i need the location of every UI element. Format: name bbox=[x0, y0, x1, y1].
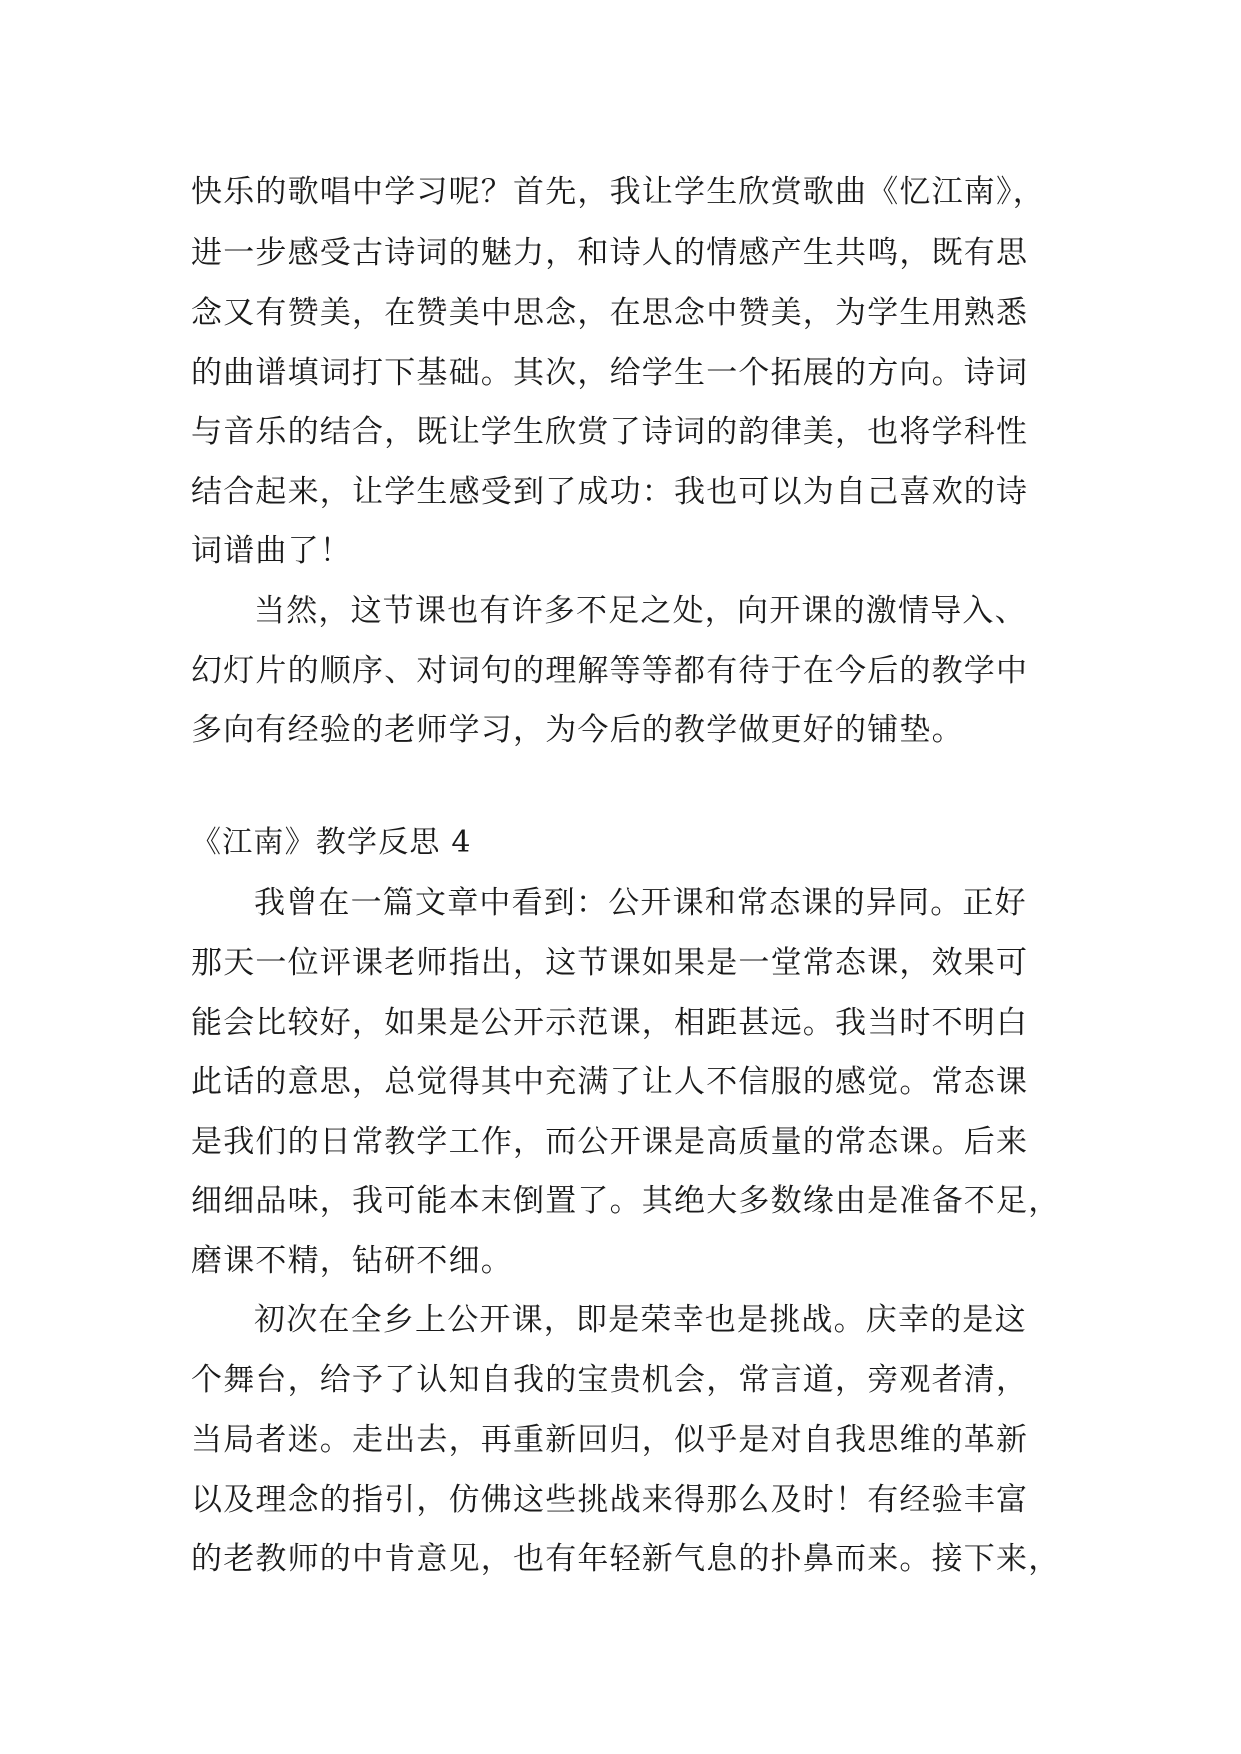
text-line: 细细品味，我可能本末倒置了。其绝大多数缘由是准备不足， bbox=[191, 1183, 1061, 1219]
section-title: 《江南》教学反思 4 bbox=[191, 825, 472, 860]
text-line: 那天一位评课老师指出，这节课如果是一堂常态课，效果可 bbox=[191, 945, 1029, 981]
text-line: 能会比较好，如果是公开示范课，相距甚远。我当时不明白 bbox=[191, 1005, 1029, 1041]
text-line: 磨课不精，钻研不细。 bbox=[191, 1243, 513, 1279]
text-line: 结合起来，让学生感受到了成功：我也可以为自己喜欢的诗 bbox=[191, 474, 1029, 510]
text-line: 我曾在一篇文章中看到：公开课和常态课的异同。正好 bbox=[254, 885, 1027, 921]
text-line: 与音乐的结合，既让学生欣赏了诗词的韵律美，也将学科性 bbox=[191, 414, 1029, 450]
text-line: 是我们的日常教学工作，而公开课是高质量的常态课。后来 bbox=[191, 1124, 1029, 1160]
text-line: 念又有赞美，在赞美中思念，在思念中赞美，为学生用熟悉 bbox=[191, 295, 1029, 331]
text-line: 个舞台，给予了认知自我的宝贵机会，常言道，旁观者清， bbox=[191, 1362, 1029, 1398]
text-line: 快乐的歌唱中学习呢？首先，我让学生欣赏歌曲《忆江南》， bbox=[191, 174, 1045, 210]
text-line: 的曲谱填词打下基础。其次，给学生一个拓展的方向。诗词 bbox=[191, 355, 1029, 391]
text-line: 初次在全乡上公开课，即是荣幸也是挑战。庆幸的是这 bbox=[254, 1302, 1027, 1338]
text-line: 的老教师的中肯意见，也有年轻新气息的扑鼻而来。接下来， bbox=[191, 1541, 1061, 1577]
text-line: 当局者迷。走出去，再重新回归，似乎是对自我思维的革新 bbox=[191, 1422, 1029, 1458]
text-line: 词谱曲了！ bbox=[191, 533, 352, 569]
text-line: 幻灯片的顺序、对词句的理解等等都有待于在今后的教学中 bbox=[191, 653, 1029, 689]
text-line: 多向有经验的老师学习，为今后的教学做更好的铺垫。 bbox=[191, 712, 964, 748]
text-line: 此话的意思，总觉得其中充满了让人不信服的感觉。常态课 bbox=[191, 1064, 1029, 1100]
text-line: 当然，这节课也有许多不足之处，向开课的激情导入、 bbox=[254, 593, 1027, 629]
text-line: 以及理念的指引，仿佛这些挑战来得那么及时！有经验丰富 bbox=[191, 1482, 1029, 1518]
text-line: 进一步感受古诗词的魅力，和诗人的情感产生共鸣，既有思 bbox=[191, 235, 1029, 271]
